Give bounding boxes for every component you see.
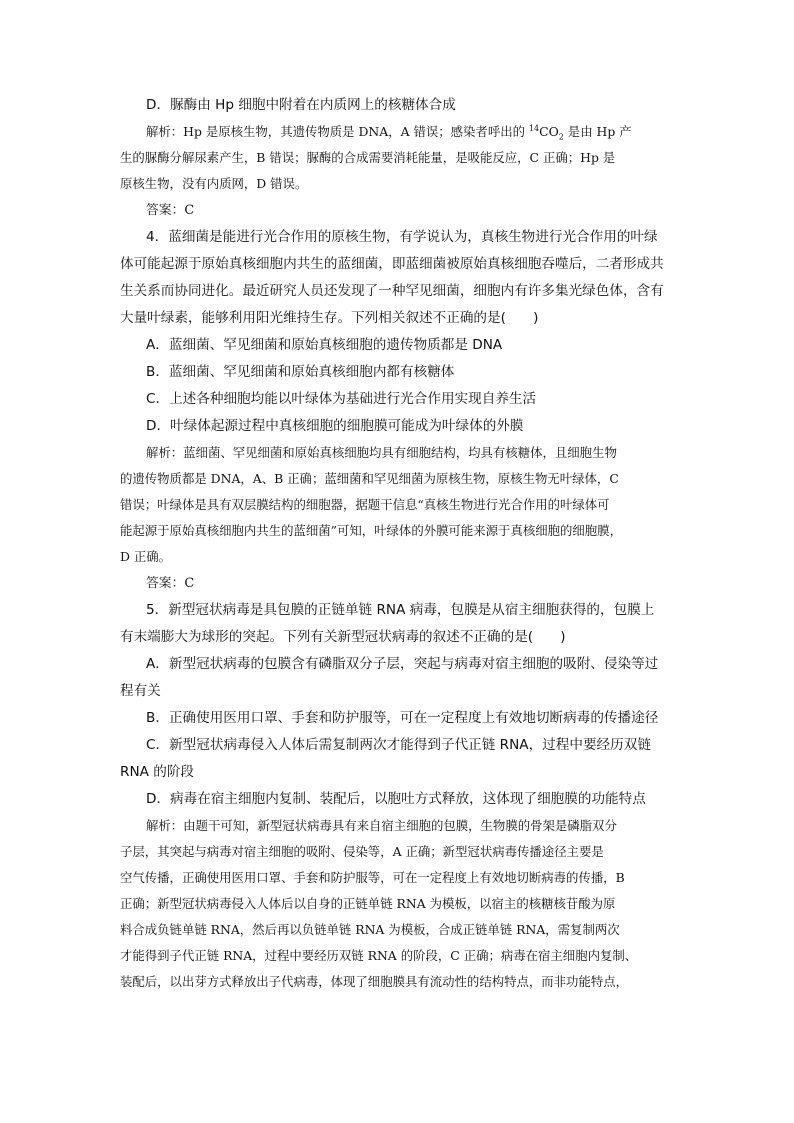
- q3-explanation-line-2: 生的脲酶分解尿素产生，B 错误；脲酶的合成需要消耗能量，是吸能反应，C 正确；Hp 是: [120, 150, 616, 165]
- q4-explanation-line-4: 能起源于原始真核细胞内共生的蓝细菌”可知，叶绿体的外膜可能来源于真核细胞的细胞膜，: [120, 523, 622, 538]
- q5-explanation-line-7: 装配后，以出芽方式释放出子代病毒，体现了细胞膜具有流动性的结构特点，而非功能特点，: [120, 974, 629, 989]
- q5-explanation-line-4: 正确；新型冠状病毒侵入人体后以自身的正链单链 RNA 为模板，以宿主的核糖核苷酸为原: [120, 896, 616, 911]
- q4-stem-line-3: 生关系而协同进化。最近研究人员还发现了一种罕见细菌，细胞内有许多集光绿色体，含有: [120, 283, 664, 299]
- q5-explanation-line-5: 料合成负链单链 RNA，然后再以负链单链 RNA 为模板，合成正链单链 RNA，需复制两次: [120, 922, 620, 937]
- q4-explanation-line-2: 的遗传物质都是 DNA，A、B 正确；蓝细菌和罕见细菌为原核生物，原核生物无叶绿体，C: [120, 471, 619, 486]
- q4-option-c: C．上述各种细胞均能以叶绿体为基础进行光合作用实现自养生活: [146, 391, 537, 407]
- q5-option-a-line-1: A．新型冠状病毒的包膜含有磷脂双分子层，突起与病毒对宿主细胞的吸附、侵染等过: [146, 656, 659, 672]
- q4-option-d: D．叶绿体起源过程中真核细胞的细胞膜可能成为叶绿体的外膜: [146, 418, 524, 434]
- q4-stem-line-2: 体可能起源于原始真核细胞内共生的蓝细菌，即蓝细菌被原始真核细胞吞噬后，二者形成共: [120, 256, 664, 272]
- isotope-superscript: 14: [528, 123, 540, 133]
- q4-stem-line-4: 大量叶绿素，能够利用阳光维持生存。下列相关叙述不正确的是( ): [120, 310, 539, 326]
- q5-stem-line-2: 有末端膨大为球形的突起。下列有关新型冠状病毒的叙述不正确的是( ): [120, 629, 566, 645]
- q5-option-b: B．正确使用医用口罩、手套和防护服等，可在一定程度上有效地切断病毒的传播途径: [146, 710, 659, 726]
- q4-explanation-line-1: 解析：蓝细菌、罕见细菌和原始真核细胞均具有细胞结构，均具有核糖体，且细胞生物: [146, 445, 617, 460]
- q5-option-c-line-1: C．新型冠状病毒侵入人体后需复制两次才能得到子代正链 RNA，过程中要经历双链: [146, 737, 651, 753]
- q5-option-c-line-2: RNA 的阶段: [120, 764, 195, 780]
- q4-stem-line-1: 4．蓝细菌是能进行光合作用的原核生物，有学说认为，真核生物进行光合作用的叶绿: [146, 229, 658, 245]
- q4-explanation-line-5: D 正确。: [120, 549, 172, 564]
- formula-subscript: 2: [558, 132, 564, 142]
- q5-explanation-line-6: 才能得到子代正链 RNA，过程中要经历双链 RNA 的阶段，C 正确；病毒在宿主细胞内复制、: [120, 948, 638, 963]
- q5-stem-line-1: 5．新型冠状病毒是具包膜的正链单链 RNA 病毒，包膜是从宿主细胞获得的，包膜上: [146, 602, 655, 618]
- q5-explanation-line-3: 空气传播，正确使用医用口罩、手套和防护服等，可在一定程度上有效地切断病毒的传播，B: [120, 870, 625, 885]
- q5-explanation-line-2: 子层，其突起与病毒对宿主细胞的吸附、侵染等，A 正确；新型冠状病毒传播途径主要是: [120, 844, 604, 859]
- q5-explanation-line-1: 解析：由题干可知，新型冠状病毒具有来自宿主细胞的包膜，生物膜的骨架是磷脂双分: [146, 818, 617, 833]
- q5-option-a-line-2: 程有关: [120, 683, 161, 699]
- q4-explanation-line-3: 错误；叶绿体是具有双层膜结构的细胞器，据题干信息“真核生物进行光合作用的叶绿体可: [120, 497, 610, 512]
- document-page: [120, 92, 675, 995]
- q4-option-b: B．蓝细菌、罕见细菌和原始真核细胞内都有核糖体: [146, 364, 455, 380]
- q5-option-d: D．病毒在宿主细胞内复制、装配后，以胞吐方式释放，这体现了细胞膜的功能特点: [146, 791, 646, 807]
- q3-option-d: D．脲酶由 Hp 细胞中附着在内质网上的核糖体合成: [146, 97, 456, 113]
- q3-explanation-line-1: 解析：Hp 是原核生物，其遗传物质是 DNA，A 错误；感染者呼出的 $^{14}CO_2$ 是由 Hp 产: [146, 123, 632, 142]
- q3-answer: 答案：C: [146, 203, 195, 218]
- q4-option-a: A．蓝细菌、罕见细菌和原始真核细胞的遗传物质都是 DNA: [146, 337, 503, 353]
- q3-explanation-line-3: 原核生物，没有内质网，D 错误。: [120, 176, 308, 191]
- q4-answer: 答案：C: [146, 576, 195, 591]
